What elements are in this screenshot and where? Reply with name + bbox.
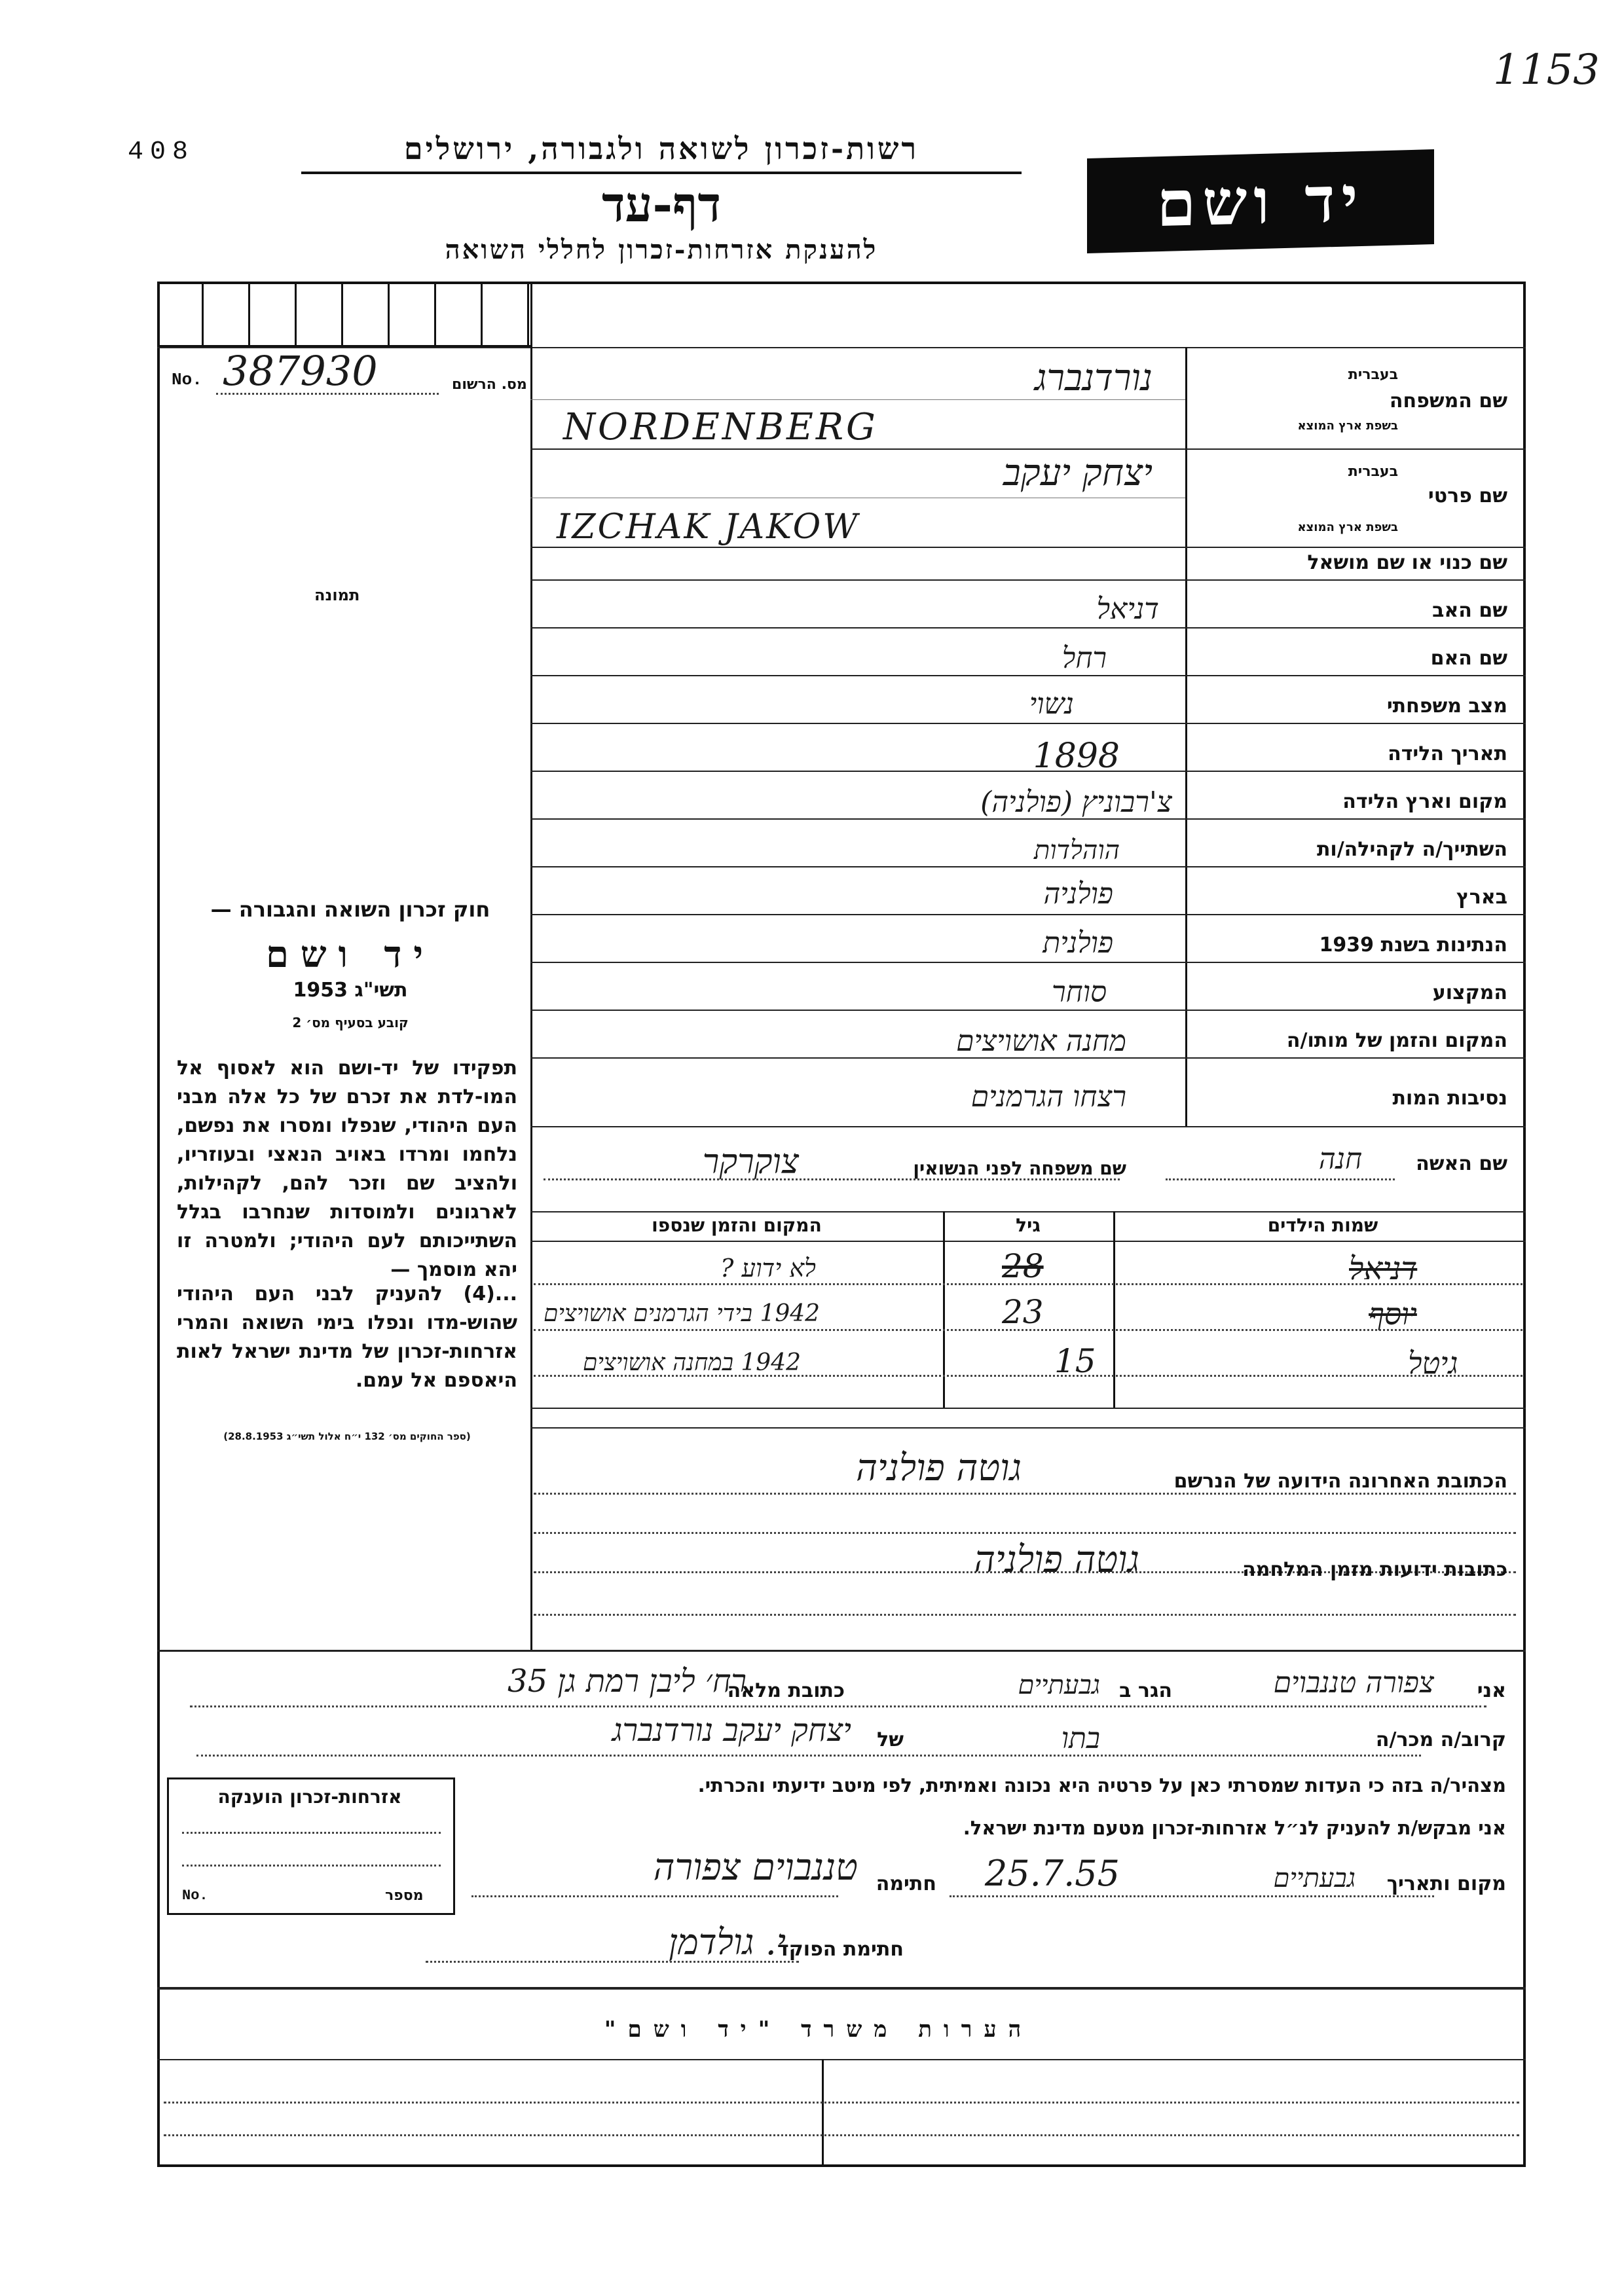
citizenship-box-no: No. (182, 1887, 208, 1904)
country-value: פולניה (1043, 877, 1113, 911)
row-rule (530, 1126, 1526, 1127)
row-rule (530, 547, 1526, 548)
form-code: 408 (128, 137, 195, 167)
row-rule (530, 579, 1526, 581)
registration-no-prefix: No. (172, 370, 202, 390)
family-origin-label: בשפת ארץ המוצא (1297, 419, 1398, 433)
birthplace-value: צ'רבוניץ (פולניה) (980, 786, 1172, 819)
citizenship-box-line (182, 1865, 441, 1867)
declaration-dotline (471, 1895, 838, 1897)
clerk-signature-label: חתימת הפוקד (777, 1938, 904, 1961)
last-address-value: גוטה פולניה (856, 1447, 1022, 1489)
children-header-age: גיל (1016, 1214, 1041, 1236)
children-col-divider (943, 1211, 945, 1408)
declaration-dotline (190, 1705, 1486, 1707)
maiden-dotline (544, 1178, 1120, 1180)
declarant-name: צפורה טננבוים (1273, 1666, 1434, 1700)
registration-dotline (216, 393, 439, 395)
child-1-age: 28 (1002, 1247, 1044, 1285)
office-notes-top-rule (157, 1987, 1526, 1990)
law-title: חוק זכרון השואה והגבורה — (210, 897, 490, 922)
last-address-label: הכתובת האחרונה הידועה של הנרשם (1173, 1470, 1507, 1493)
stub-boxes (157, 282, 530, 347)
wartime-address-label: כתובות ידועות מזמן המלחמה (1242, 1558, 1507, 1581)
row-rule (530, 1010, 1526, 1011)
family-name-hebrew-value: נורדנברג (1034, 357, 1153, 399)
child-3-age: 15 (1054, 1342, 1096, 1380)
child-2-age: 23 (1002, 1293, 1044, 1331)
child-3-place: 1942 במחנה אושויצים (583, 1349, 802, 1376)
citizenship-granted-box (167, 1777, 455, 1915)
marital-label: מצב משפחתי (1386, 695, 1507, 718)
mother-label: שם האם (1430, 647, 1507, 670)
declaration-text: מצהיר/ה בזה כי העדות שמסרתי כאן על פרטיה היא נכונה ואמיתית, לפי מיטב ידיעתי והכרתי. (697, 1774, 1506, 1796)
community-label: השתייך/ה לקהילה/ות (1316, 838, 1507, 861)
date-value: 25.7.55 (984, 1853, 1120, 1894)
mother-value: רחל (1061, 642, 1107, 675)
yad-vashem-logo (1087, 149, 1434, 253)
child-2-place: 1942 בידי הגרמנים אושויצים (544, 1300, 821, 1327)
first-name-hebrew-value: יצחק יעקב (1003, 452, 1153, 494)
place-value: גבעתיים (1273, 1863, 1356, 1893)
law-paragraph-2: ...(4) להעניק לבני העם היהודי שהוש-מדו ונפלו בימי השואה והמרי אזרחות-זכרון של מדינת ישראל לאות היאספם אל עמם. (177, 1283, 517, 1392)
citizenship-label: הנתינות בשנת 1939 (1319, 934, 1507, 957)
child-2-name: יוסף (1369, 1296, 1417, 1332)
office-notes-line (164, 2102, 1519, 2104)
death-place-label: המקום והזמן של מותו/ה (1286, 1029, 1507, 1052)
children-header-names: שמות הילדים (1267, 1214, 1378, 1236)
death-circ-label: נסיבות המות (1392, 1087, 1507, 1110)
relation-value: בתו (1061, 1722, 1100, 1755)
row-rule (530, 675, 1526, 676)
profession-label: המקצוע (1432, 981, 1507, 1004)
child-3-name: גיטל (1408, 1345, 1458, 1381)
address-dotline (534, 1532, 1516, 1534)
office-notes-line (164, 2134, 1519, 2136)
doc-subtitle: להענקת אזרחות-זכרון לחללי השואה (445, 234, 878, 265)
address-dotline (534, 1493, 1516, 1495)
of-label: של (877, 1728, 904, 1751)
maiden-value: צוקרקר (702, 1142, 799, 1182)
resident-label: הגר ב (1119, 1679, 1172, 1702)
resident-city: גבעתיים (1018, 1670, 1100, 1700)
first-name-latin-value: IZCHAK JAKOW (557, 507, 860, 547)
row-rule (530, 914, 1526, 915)
wife-dotline (1166, 1178, 1395, 1180)
children-header-place: המקום והזמן שנספו (652, 1214, 822, 1236)
clerk-dotline (426, 1961, 799, 1963)
relative-label: קרוב/ה מכר/ה (1375, 1728, 1506, 1751)
citizenship-box-title: אזרחות-זכרון הוענקה (217, 1786, 402, 1808)
child-1-name: דניאל (1349, 1250, 1418, 1287)
family-hebrew-label: בעברית (1348, 367, 1398, 383)
law-clause: קובע בסעיף מס׳ 2 (292, 1015, 409, 1030)
signature-value: טננבוים צפורה (653, 1846, 858, 1889)
place-date-label: מקום ותאריך (1386, 1872, 1506, 1895)
clerk-signature-value: י. גולדמן (668, 1922, 786, 1963)
children-top-rule (530, 1211, 1526, 1212)
citizenship-box-number-label: מספר (385, 1887, 424, 1904)
child-1-place: לא ידוע ? (720, 1254, 816, 1283)
community-value: הוהלדות (1033, 835, 1120, 866)
first-name-label: שם פרטי (1428, 484, 1507, 507)
authority-name: רשות-זכרון לשואה ולגבורה, ירושלים (403, 131, 919, 166)
row-rule (530, 771, 1526, 772)
address-dotline (534, 1614, 1516, 1616)
maiden-label: שם משפחה לפני הנשואין (913, 1157, 1126, 1179)
logo-text: יד ושם (1156, 161, 1365, 242)
registration-label: מס. הרשום (452, 376, 527, 393)
row-rule (530, 448, 1526, 450)
profession-value: סוחר (1052, 975, 1107, 1009)
declaration-top-rule (157, 1650, 1526, 1652)
first-origin-label: בשפת ארץ המוצא (1297, 520, 1398, 534)
father-label: שם האב (1432, 599, 1507, 622)
children-header-rule (530, 1241, 1526, 1242)
registration-number: 387930 (223, 347, 378, 395)
citizenship-value: פולנית (1043, 926, 1113, 960)
birthdate-label: תאריך הלידה (1388, 742, 1507, 765)
row-rule-thin (530, 399, 1185, 400)
law-name: יד ושם (265, 933, 435, 976)
archive-number: 1153 (1493, 46, 1600, 94)
row-rule (530, 962, 1526, 963)
office-notes-rule (157, 2059, 1526, 2060)
birthdate-value: 1898 (1033, 737, 1120, 776)
family-name-latin-value: NORDENBERG (563, 406, 878, 448)
law-paragraph-1: תפקידו של יד-ושם הוא לאסוף אל המו-לדת את זכרם של כל אלה מבני העם היהודי, שנפלו ומסרו את נפשם, נלחמו ומרדו באויב הנאצי ובעוזריו, ולהציב שם וזכר להם, לקהילות, לארגונים ולמוסדות שנחרבו בגלל השתייכותם לעם היהודי; ולמטרה זו יהא מוסמך — (177, 1057, 517, 1281)
death-circ-value: רצחו הגרמנים (970, 1080, 1126, 1114)
of-name-value: יצחק יעקב נורדנברג (612, 1712, 851, 1749)
doc-title: דף-עד (601, 177, 722, 233)
wartime-address-value: גוטה פולניה (974, 1539, 1139, 1581)
marital-value: נשוי (1029, 687, 1074, 721)
nickname-label: שם כנוי או שם מושאל (1307, 551, 1507, 574)
children-col-divider (1113, 1211, 1115, 1408)
office-notes-title: הערות משרד "יד ושם" (604, 2016, 1033, 2043)
row-rule (530, 866, 1526, 867)
address-top-rule (530, 1427, 1526, 1429)
death-place-value: מחנה אושויצים (956, 1025, 1126, 1058)
first-hebrew-label: בעברית (1348, 464, 1398, 480)
law-year: תשי"ג 1953 (293, 979, 408, 1002)
citizenship-box-line (182, 1832, 441, 1834)
ani-label: אני (1477, 1679, 1506, 1702)
declaration-dotline (196, 1755, 1421, 1757)
full-address-value: רח׳ ליבן רמת גן 35 (507, 1663, 747, 1700)
country-label: בארץ (1456, 886, 1507, 909)
authority-underline (301, 172, 1022, 174)
office-notes-divider (822, 2059, 824, 2167)
left-column-divider (530, 282, 532, 1650)
law-source: (ספר החוקים מס׳ 132 י״ח אלול תשי״ג 28.8.1953) (223, 1430, 471, 1442)
family-name-label: שם המשפחה (1389, 390, 1507, 412)
wife-value: חנה (1318, 1142, 1362, 1176)
declaration-dotline (950, 1895, 1434, 1897)
father-value: דניאל (1096, 592, 1159, 626)
row-rule (530, 627, 1526, 629)
children-bottom-rule (530, 1408, 1526, 1409)
signature-label: חתימה (876, 1872, 936, 1895)
row-rule (530, 723, 1526, 724)
full-address-label: כתובת מלאה (727, 1679, 845, 1702)
request-text: אני מבקש/ת להעניק לנ״ל אזרחות-זכרון מטעם מדינת ישראל. (963, 1817, 1506, 1839)
wife-label: שם האשה (1416, 1152, 1507, 1175)
photo-label: תמונה (314, 586, 360, 604)
birthplace-label: מקום וארץ הלידה (1342, 790, 1507, 813)
